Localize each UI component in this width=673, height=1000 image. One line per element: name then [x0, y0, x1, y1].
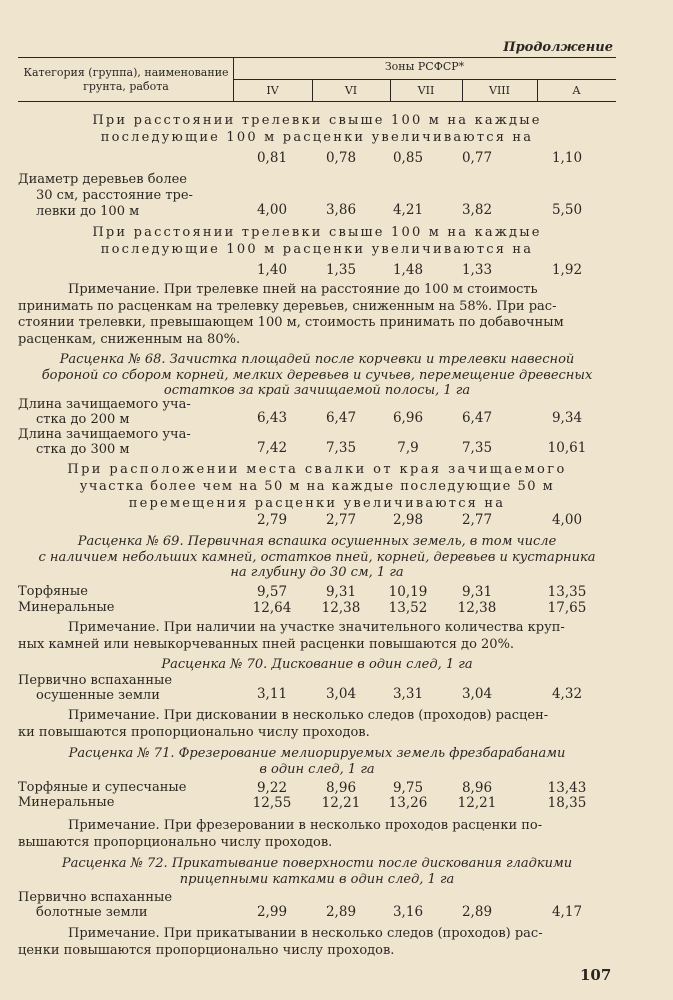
- title-line: с наличием небольших камней, остатков пней, корней, деревьев и кустарника: [38, 549, 596, 565]
- note-line: расценкам, сниженным на 80%.: [18, 331, 241, 347]
- rule-text: последующие 100 м расценки увеличиваются на: [100, 130, 534, 145]
- value-cell: 1,33: [461, 262, 493, 278]
- value-cell: 6,43: [256, 410, 288, 426]
- value-cell: 17,65: [547, 600, 587, 616]
- header-bottom-rule: [18, 101, 616, 102]
- value-cell: 12,38: [321, 600, 361, 616]
- value-cell: 3,82: [461, 202, 493, 218]
- value-cell: 7,42: [256, 440, 288, 456]
- zone-column-header: IV: [266, 84, 279, 97]
- zone-column-header: VII: [417, 84, 435, 97]
- rule-text: При расстоянии трелевки свыше 100 м на каждые: [92, 225, 542, 240]
- note-line: Примечание. При наличии на участке значительного количества круп-: [68, 620, 565, 635]
- value-cell: 2,77: [461, 512, 493, 528]
- row-label: Диаметр деревьев более: [18, 172, 187, 187]
- value-cell: 6,47: [461, 410, 493, 426]
- value-cell: 13,35: [547, 584, 587, 600]
- row-label: болотные земли: [36, 905, 148, 920]
- rate-71-title: [18, 746, 616, 777]
- value-cell: 9,31: [461, 584, 493, 600]
- table-row: [0, 686, 673, 706]
- row-label: Длина зачищаемого уча-: [18, 397, 191, 412]
- row-label: Длина зачищаемого уча-: [18, 427, 191, 442]
- note-line: Примечание. При прикатывании в несколько следов (проходов) рас-: [68, 926, 543, 941]
- value-cell: 12,21: [457, 795, 497, 811]
- rule-text: последующие 100 м расценки увеличиваются на: [100, 242, 534, 257]
- value-cell: 2,89: [325, 904, 357, 920]
- value-cell: 7,9: [397, 440, 419, 456]
- value-cell: 10,61: [547, 440, 587, 456]
- title-line: прицепными катками в один след, 1 га: [179, 871, 455, 887]
- note-line: вышаются пропорционально числу проходов.: [18, 834, 333, 850]
- value-cell: 8,96: [325, 780, 357, 796]
- row-label: осушенные земли: [36, 688, 160, 703]
- value-cell: 0,77: [461, 150, 493, 166]
- value-cell: 4,17: [551, 904, 583, 920]
- row-label: Минеральные: [18, 600, 115, 615]
- table-row: [0, 440, 673, 460]
- table-row: [0, 150, 673, 170]
- table-row: [0, 795, 673, 815]
- value-cell: 4,00: [256, 202, 288, 218]
- value-cell: 7,35: [461, 440, 493, 456]
- value-cell: 2,99: [256, 904, 288, 920]
- page-number: 107: [580, 966, 612, 984]
- zone-column-header: A: [572, 84, 581, 97]
- zone-column-header: VI: [344, 84, 358, 97]
- value-cell: 18,35: [547, 795, 587, 811]
- rate-72-title: [18, 856, 616, 887]
- value-cell: 3,16: [392, 904, 424, 920]
- row-label: Первично вспаханные: [18, 673, 173, 688]
- note-line: принимать по расценкам на трелевку деревьев, сниженным на 58%. При рас-: [18, 298, 557, 314]
- value-cell: 3,04: [325, 686, 357, 702]
- value-cell: 3,04: [461, 686, 493, 702]
- value-cell: 3,31: [392, 686, 424, 702]
- header-top-rule: [18, 57, 616, 58]
- value-cell: 4,00: [551, 512, 583, 528]
- value-cell: 4,21: [392, 202, 424, 218]
- note-paragraph: [18, 620, 616, 653]
- value-cell: 0,85: [392, 150, 424, 166]
- category-header: Категория (группа), наименование грунта, работа: [23, 66, 229, 93]
- rule-text: При расположении места свалки от края зачищаемого: [67, 462, 567, 477]
- value-cell: 12,21: [321, 795, 361, 811]
- value-cell: 1,40: [256, 262, 288, 278]
- value-cell: 9,57: [256, 584, 288, 600]
- title-line: в один след, 1 га: [259, 761, 375, 777]
- value-cell: 9,75: [392, 780, 424, 796]
- note-line: ценки повышаются пропорционально числу проходов.: [18, 942, 395, 958]
- note-paragraph: [18, 818, 616, 851]
- value-cell: 3,86: [325, 202, 357, 218]
- header-mid-rule: [233, 79, 616, 80]
- row-label: стка до 300 м: [36, 442, 130, 457]
- table-row: [0, 904, 673, 924]
- value-cell: 7,35: [325, 440, 357, 456]
- value-cell: 9,22: [256, 780, 288, 796]
- table-header: [18, 57, 616, 101]
- table-row: [0, 262, 673, 282]
- value-cell: 6,47: [325, 410, 357, 426]
- note-line: стоянии трелевки, превышающем 100 м, стоимость принимать по добавочным: [18, 315, 564, 330]
- row-label: 30 см, расстояние тре-: [36, 188, 193, 203]
- note-line: Примечание. При дисковании в несколько следов (проходов) расцен-: [68, 708, 549, 723]
- value-cell: 13,26: [388, 795, 428, 811]
- value-cell: 2,98: [392, 512, 424, 528]
- rate-69-title: [18, 534, 616, 581]
- rule-text: перемещения расценки увеличиваются на: [128, 496, 506, 511]
- value-cell: 13,43: [547, 780, 587, 796]
- note-paragraph: [18, 708, 616, 741]
- value-cell: 12,55: [252, 795, 292, 811]
- value-cell: 9,31: [325, 584, 357, 600]
- table-row: [0, 202, 673, 222]
- value-cell: 1,35: [325, 262, 357, 278]
- rate-70-title: Расценка № 70. Дискование в один след, 1 га: [161, 657, 473, 672]
- rate-68-title: [18, 352, 616, 399]
- value-cell: 12,38: [457, 600, 497, 616]
- note-paragraph: [18, 282, 616, 348]
- value-cell: 1,10: [551, 150, 583, 166]
- value-cell: 8,96: [461, 780, 493, 796]
- row-label: Минеральные: [18, 795, 115, 810]
- rule-text: При расстоянии трелевки свыше 100 м на каждые: [92, 113, 542, 128]
- value-cell: 2,89: [461, 904, 493, 920]
- note-line: ки повышаются пропорционально числу проходов.: [18, 724, 370, 740]
- continuation-label: Продолжение: [503, 40, 613, 55]
- title-line: Расценка № 69. Первичная вспашка осушенных земель, в том числе: [77, 534, 557, 549]
- value-cell: 5,50: [551, 202, 583, 218]
- title-line: на глубину до 30 см, 1 га: [230, 565, 404, 580]
- value-cell: 0,78: [325, 150, 357, 166]
- title-line: Расценка № 72. Прикатывание поверхности после дискования гладкими: [61, 856, 573, 871]
- row-label: стка до 200 м: [36, 412, 130, 427]
- note-paragraph: [18, 926, 616, 959]
- title-line: бороной со сбором корней, мелких деревьев и сучьев, перемещение древесных: [41, 367, 593, 383]
- value-cell: 0,81: [256, 150, 288, 166]
- value-cell: 1,48: [392, 262, 424, 278]
- value-cell: 2,77: [325, 512, 357, 528]
- title-line: остатков за край зачищаемой полосы, 1 га: [163, 383, 471, 398]
- table-row: [0, 512, 673, 532]
- value-cell: 10,19: [388, 584, 428, 600]
- value-cell: 12,64: [252, 600, 292, 616]
- value-cell: 3,11: [256, 686, 288, 702]
- value-cell: 6,96: [392, 410, 424, 426]
- zones-header: Зоны РСФСР*: [384, 60, 465, 73]
- note-line: Примечание. При фрезеровании в несколько проходов расценки по-: [68, 818, 543, 833]
- note-line: ных камней или невыкорчеванных пней расценки повышаются до 20%.: [18, 636, 515, 652]
- rule-text: участка более чем на 50 м на каждые последующие 50 м: [79, 479, 555, 494]
- title-line: Расценка № 71. Фрезерование мелиорируемых земель фрезбарабанами: [68, 746, 566, 761]
- value-cell: 1,92: [551, 262, 583, 278]
- zone-column-header: VIII: [489, 84, 510, 97]
- title-line: Расценка № 68. Зачистка площадей после корчевки и трелевки навесной: [59, 352, 575, 367]
- row-label: Торфяные и супесчаные: [18, 780, 187, 795]
- table-row: [0, 600, 673, 620]
- row-label: левки до 100 м: [36, 204, 140, 219]
- row-label: Первично вспаханные: [18, 890, 173, 905]
- note-line: Примечание. При трелевке пней на расстояние до 100 м стоимость: [68, 282, 538, 297]
- row-label: Торфяные: [18, 584, 88, 599]
- value-cell: 13,52: [388, 600, 428, 616]
- value-cell: 2,79: [256, 512, 288, 528]
- value-cell: 4,32: [551, 686, 583, 702]
- value-cell: 9,34: [551, 410, 583, 426]
